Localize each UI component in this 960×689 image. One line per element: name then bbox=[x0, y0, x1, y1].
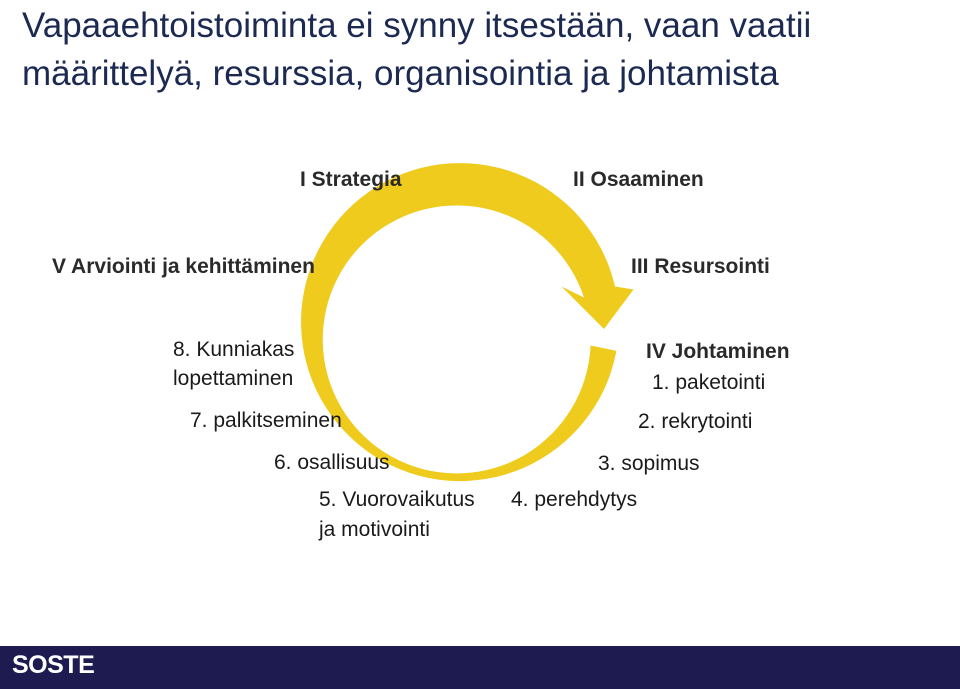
cycle-arrow-ring bbox=[301, 163, 633, 481]
phase-osaaminen: II Osaaminen bbox=[573, 168, 704, 191]
phase-johtaminen: IV Johtaminen bbox=[646, 340, 790, 363]
step-1: 1. paketointi bbox=[652, 371, 766, 394]
step-8-line-2: lopettaminen bbox=[173, 367, 294, 390]
step-2: 2. rekrytointi bbox=[638, 410, 753, 433]
step-4: 4. perehdytys bbox=[511, 488, 638, 511]
phase-resursointi: III Resursointi bbox=[631, 255, 770, 278]
step-5-line-1: 5. Vuorovaikutus bbox=[319, 488, 475, 511]
step-7: 7. palkitseminen bbox=[190, 409, 342, 432]
phase-strategia: I Strategia bbox=[300, 168, 402, 191]
step-8-line-1: 8. Kunniakas bbox=[173, 338, 295, 361]
step-5-line-2: ja motivointi bbox=[319, 518, 430, 541]
step-3: 3. sopimus bbox=[598, 452, 700, 475]
soste-logo: SOSTE bbox=[12, 651, 95, 679]
step-6: 6. osallisuus bbox=[274, 451, 390, 474]
title-line-1: Vapaaehtoistoiminta ei synny itsestään, vaan vaatii bbox=[22, 6, 812, 45]
title-line-2: määrittelyä, resurssia, organisointia ja johtamista bbox=[22, 54, 779, 93]
footer-bar bbox=[0, 646, 960, 689]
phase-arviointi: V Arviointi ja kehittäminen bbox=[52, 255, 315, 278]
